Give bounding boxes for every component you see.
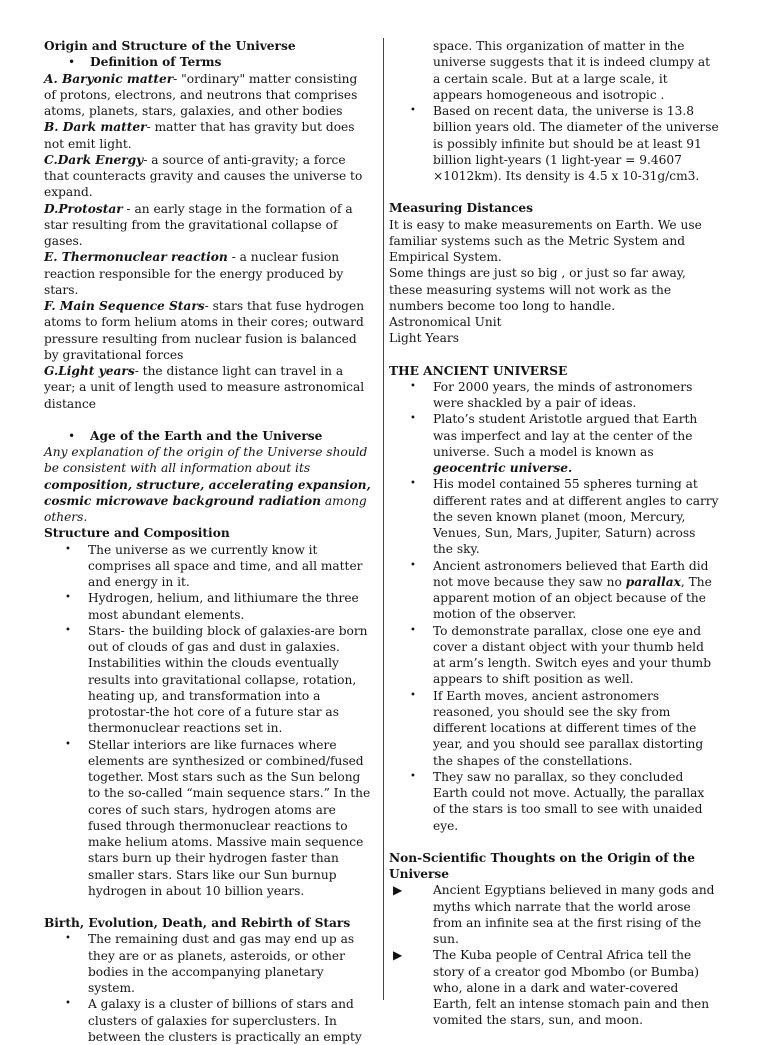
list-item: • Ancient astronomers believed that Earth did not move because they saw no parallax, The apparent motion of an object because of the motion of the observer. — [410, 558, 712, 622]
term-main-sequence: F. Main Sequence Stars- stars that fuse hydrogen atoms to form helium atoms in their cores; outward pressure resulting from nuclear fusion is balanced by gravitational forces — [44, 299, 365, 362]
list-item: • Plato’s student Aristotle argued that Earth was imperfect and lay at the center of the universe. Such a model is known as geocentric universe. — [410, 412, 698, 475]
ancient-list — [389, 379, 719, 834]
list-item: • The universe as we currently know it comprises all space and time, and all matter and energy in it. — [65, 542, 363, 589]
list-item: • Based on recent data, the universe is 13.8 billion years old. The diameter of the universe is possibly infinite but should be at least 91 billion light-years (1 light-year = 9.4607 ×1012km). Its density is 4.5 x 10-31g/cm3. — [410, 104, 719, 183]
list-item: • They saw no parallax, so they concluded Earth could not move. Actually, the parallax of the stars is too small to see with unaided eye. — [410, 769, 705, 833]
birth-list — [44, 931, 372, 1045]
list-item: • For 2000 years, the minds of astronomers were shackled by a pair of ideas. — [410, 379, 693, 410]
ancient-heading: THE ANCIENT UNIVERSE — [389, 363, 568, 378]
age-heading: • Age of the Earth and the Universe — [68, 428, 323, 443]
column-divider — [383, 38, 384, 1000]
list-item-continued: space. This organization of matter in the universe suggests that it is indeed clumpy at a certain scale. But at a large scale, it appears homogeneous and isotropic . — [433, 39, 711, 102]
term-dark-energy: C.Dark Energy- a source of anti-gravity; a force that counteracts gravity and causes the universe to expand. — [44, 152, 363, 200]
continued-list — [389, 38, 719, 184]
list-item: • Hydrogen, helium, and lithiumare the three most abundant elements. — [65, 591, 359, 622]
definitions-list — [44, 71, 372, 412]
non-scientific-list — [389, 882, 719, 1028]
list-item: ▶ Ancient Egyptians believed in many gods and myths which narrate that the world arose from an infinite sea at the first rising of the sun. — [393, 883, 715, 946]
term-light-years: G.Light years- the distance light can travel in a year; a unit of length used to measure astronomical distance — [44, 364, 365, 411]
left-column — [44, 38, 372, 1045]
non-scientific-heading: Non-Scientific Thoughts on the Origin of the Universe — [389, 850, 695, 881]
measuring-paragraph-1: It is easy to make measurements on Earth. We use familiar systems such as the Metric System and Empirical System. — [389, 217, 702, 264]
list-item: • To demonstrate parallax, close one eye and cover a distant object with your thumb held at arm’s length. Switch eyes and your thumb appears to shift position as well. — [410, 623, 712, 687]
list-item: • Stars- the building block of galaxies-are born out of clouds of gas and dust in galaxies. Instabilities within the clouds eventually results into gravitational collapse, rotation, heating up, and transformation into a protostar-the hot core of a future star as thermonuclear reactions set in. — [65, 623, 368, 736]
measuring-paragraph-2: Some things are just so big , or just so far away, these measuring systems will not work as the numbers become too long to handle. — [389, 266, 686, 313]
measuring-unit-ly: Light Years — [389, 331, 459, 346]
term-thermonuclear: E. Thermonuclear reaction - a nuclear fusion reaction responsible for the energy produced by stars. — [44, 250, 344, 297]
document-title: Origin and Structure of the Universe — [44, 39, 296, 53]
right-column — [389, 38, 719, 1029]
birth-heading: Birth, Evolution, Death, and Rebirth of Stars — [44, 916, 351, 930]
triangle-bullet-icon: ▶ — [393, 883, 403, 898]
list-item: • His model contained 55 spheres turning at different rates and at different angles to carry the seven known planet (moon, Mercury, Venues, Sun, Mars, Jupiter, Saturn) across the sky. — [410, 477, 719, 557]
list-item: • If Earth moves, ancient astronomers reasoned, you should see the sky from different locations at different times of the year, and you should see parallax distorting the shapes of the constellations. — [410, 688, 704, 768]
triangle-bullet-icon: ▶ — [393, 948, 403, 963]
term-protostar: D.Protostar - an early stage in the formation of a star resulting from the gravitational collapse of gases. — [44, 201, 353, 248]
definitions-heading: • Definition of Terms — [68, 55, 222, 70]
measuring-unit-au: Astronomical Unit — [389, 315, 502, 329]
structure-heading: Structure and Composition — [44, 526, 230, 541]
age-paragraph: Any explanation of the origin of the Universe should be consistent with all information about its composition, structure, accelerating expansion, cosmic microwave background radiation among others. — [44, 445, 371, 524]
measuring-heading: Measuring Distances — [389, 201, 534, 216]
structure-list — [44, 542, 372, 900]
term-dark-matter: B. Dark matter- matter that has gravity but does not emit light. — [44, 120, 355, 151]
list-item: • Stellar interiors are like furnaces where elements are synthesized or combined/fused together. Most stars such as the Sun belong to the so-called “main sequence stars.” In the cores of such stars, hydrogen atoms are fused through thermonuclear reactions to make helium atoms. Massive main sequence stars burn up their hydrogen faster than smaller stars. Stars like our Sun burnup hydrogen in about 10 billion years. — [65, 737, 371, 898]
list-item: ▶ The Kuba people of Central Africa tell the story of a creator god Mbombo (or Bumba) who, alone in a dark and water-covered Earth, felt an intense stomach pain and then vomited the stars, sun, and moon. — [393, 948, 710, 1028]
term-baryonic: A. Baryonic matter- "ordinary" matter consisting of protons, electrons, and neutrons that comprises atoms, planets, stars, galaxies, and other bodies — [44, 71, 358, 118]
list-item: • A galaxy is a cluster of billions of stars and clusters of galaxies for superclusters. In between the clusters is practically an empty — [65, 997, 362, 1044]
list-item: • The remaining dust and gas may end up as they are or as planets, asteroids, or other bodies in the accompanying planetary system. — [65, 932, 355, 995]
